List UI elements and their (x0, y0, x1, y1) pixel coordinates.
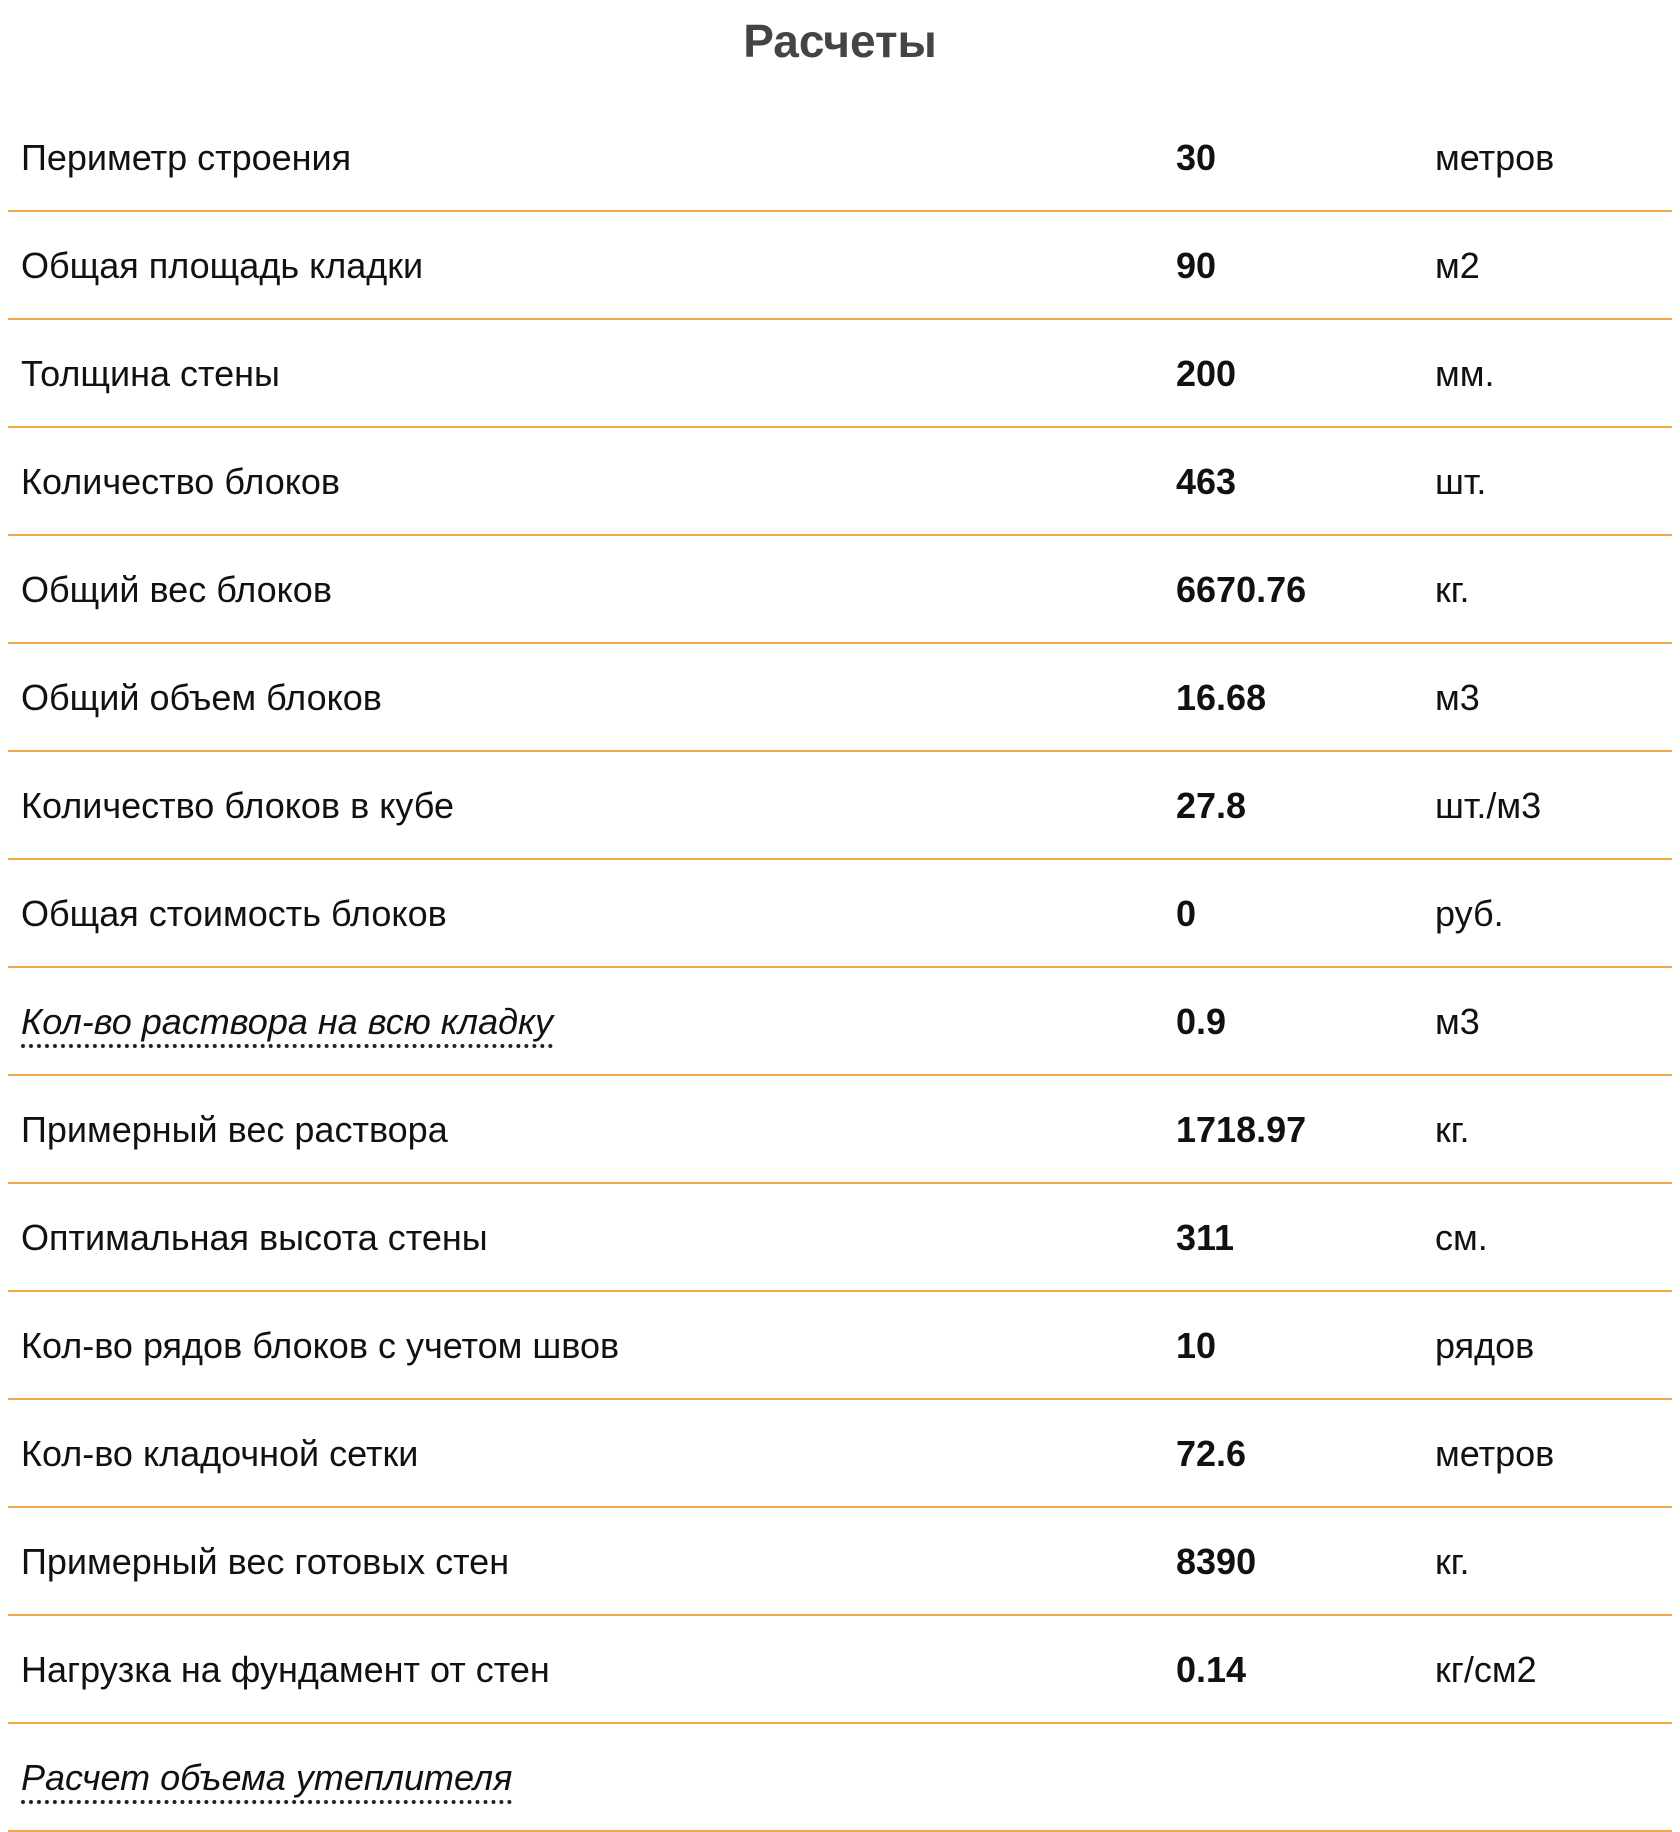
row-label: Количество блоков в кубе (21, 785, 454, 826)
row-value: 0.9 (1176, 1001, 1227, 1042)
result-row-blocks-weight (8, 536, 1672, 644)
row-unit: кг/см2 (1435, 1649, 1537, 1690)
row-value: 311 (1176, 1217, 1235, 1258)
row-unit: кг. (1435, 1541, 1470, 1582)
mortar-volume-tooltip-link[interactable] (21, 968, 553, 1074)
result-row-foundation-load (8, 1616, 1672, 1724)
result-row-blocks-cost (8, 860, 1672, 968)
result-row-insulation-volume (8, 1724, 1672, 1832)
result-row-perimeter (8, 104, 1672, 212)
result-row-blocks-volume (8, 644, 1672, 752)
result-row-masonry-mesh (8, 1400, 1672, 1508)
row-value: 72.6 (1176, 1433, 1247, 1474)
row-value: 1718.97 (1176, 1109, 1307, 1150)
insulation-volume-link[interactable] (21, 1724, 512, 1830)
row-label: Расчет объема утеплителя (21, 1757, 512, 1804)
row-value: 16.68 (1176, 677, 1267, 718)
result-row-block-count (8, 428, 1672, 536)
row-unit: см. (1435, 1217, 1488, 1258)
row-label: Примерный вес раствора (21, 1109, 448, 1150)
row-value: 6670.76 (1176, 569, 1307, 610)
row-unit: м3 (1435, 1001, 1480, 1042)
row-value: 463 (1176, 461, 1237, 502)
row-label: Общий вес блоков (21, 569, 332, 610)
result-row-masonry-area (8, 212, 1672, 320)
row-value: 8390 (1176, 1541, 1257, 1582)
result-row-optimal-wall-height (8, 1184, 1672, 1292)
row-label: Кол-во рядов блоков с учетом швов (21, 1325, 620, 1366)
row-unit: рядов (1435, 1325, 1535, 1366)
row-value: 27.8 (1176, 785, 1247, 826)
row-label: Оптимальная высота стены (21, 1217, 488, 1258)
row-value: 10 (1176, 1325, 1217, 1366)
row-unit: м2 (1435, 245, 1480, 286)
result-row-mortar-volume (8, 968, 1672, 1076)
row-unit: м3 (1435, 677, 1480, 718)
row-value: 0.14 (1176, 1649, 1247, 1690)
row-label: Кол-во раствора на всю кладку (21, 1001, 553, 1048)
result-row-block-rows (8, 1292, 1672, 1400)
row-unit: руб. (1435, 893, 1504, 934)
result-row-blocks-per-cube (8, 752, 1672, 860)
row-label: Нагрузка на фундамент от стен (21, 1649, 550, 1690)
row-label: Примерный вес готовых стен (21, 1541, 510, 1582)
row-unit: метров (1435, 1433, 1555, 1474)
row-value: 90 (1176, 245, 1217, 286)
result-row-mortar-weight (8, 1076, 1672, 1184)
row-label: Толщина стены (21, 353, 280, 394)
row-value: 30 (1176, 137, 1217, 178)
row-label: Общий объем блоков (21, 677, 382, 718)
row-unit: шт./м3 (1435, 785, 1542, 826)
results-table (8, 104, 1672, 1832)
row-unit: мм. (1435, 353, 1495, 394)
row-label: Кол-во кладочной сетки (21, 1433, 419, 1474)
page-title: Расчеты (743, 15, 937, 67)
result-row-wall-thickness (8, 320, 1672, 428)
row-label: Общая площадь кладки (21, 245, 424, 286)
row-label: Количество блоков (21, 461, 341, 502)
row-value: 0 (1176, 893, 1197, 934)
row-label: Периметр строения (21, 137, 352, 178)
row-unit: шт. (1435, 461, 1487, 502)
row-label: Общая стоимость блоков (21, 893, 447, 934)
row-unit: кг. (1435, 1109, 1470, 1150)
row-value: 200 (1176, 353, 1237, 394)
row-unit: метров (1435, 137, 1555, 178)
result-row-walls-weight (8, 1508, 1672, 1616)
row-unit: кг. (1435, 569, 1470, 610)
